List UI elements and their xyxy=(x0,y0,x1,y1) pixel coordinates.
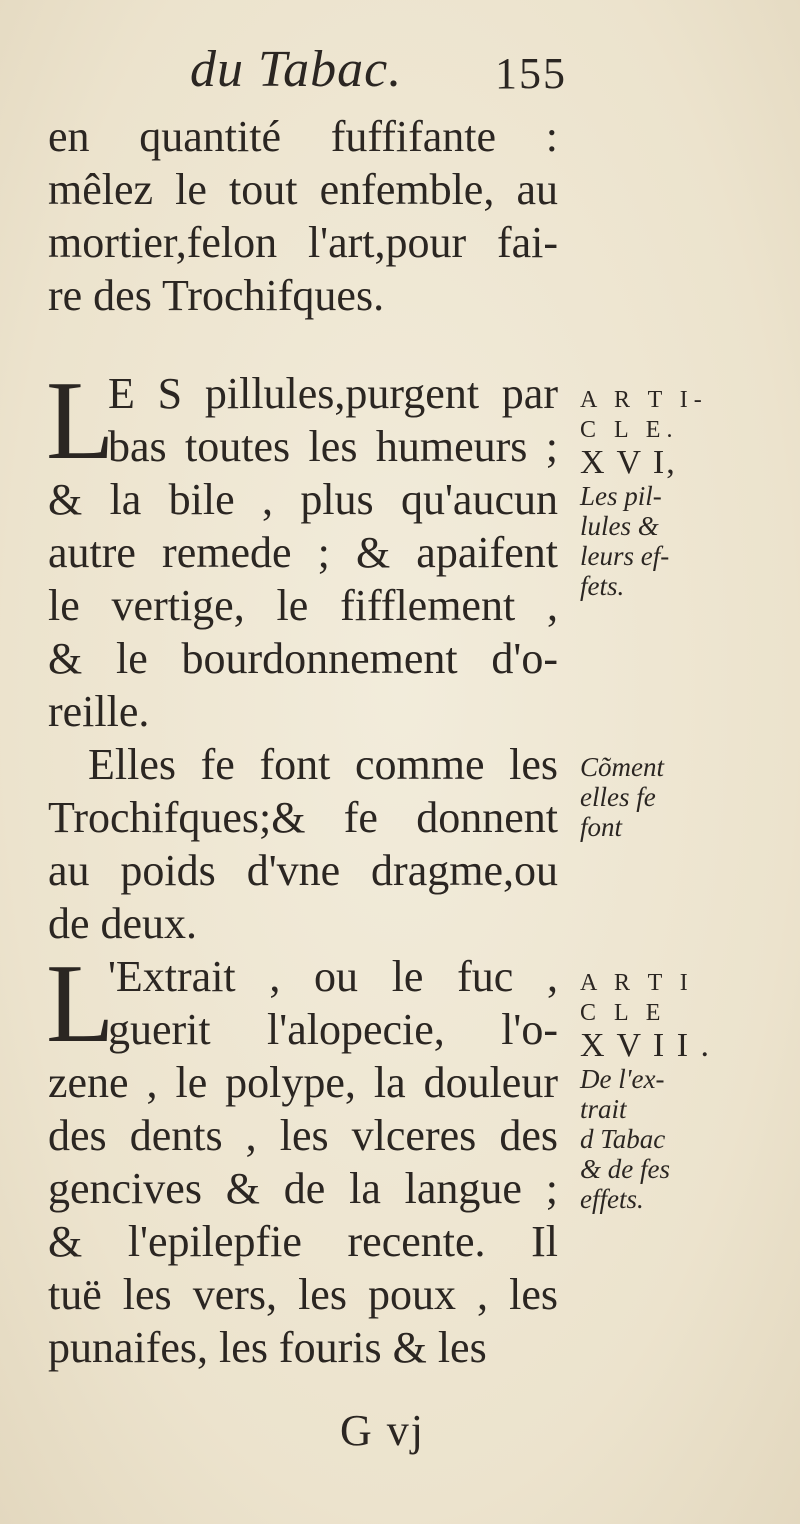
article-number: X V I I . xyxy=(580,1027,712,1064)
margin-note-line: & de fes xyxy=(580,1154,670,1184)
margin-note-line: De l'ex- xyxy=(580,1064,665,1094)
margin-heading-article-16 xyxy=(580,385,730,601)
text-line: tuë les vers, les poux , les xyxy=(48,1270,558,1319)
margin-note-line: Les pil- xyxy=(580,481,662,511)
article-label: A R T I- xyxy=(580,387,708,413)
margin-note-line: Cõment xyxy=(580,752,664,782)
text-line: & la bile , plus qu'aucun xyxy=(48,475,558,524)
margin-note-line: elles fe xyxy=(580,782,656,812)
text-line: mêlez le tout enfemble, au xyxy=(48,165,558,214)
text-line: autre remede ; & apaifent xyxy=(48,528,558,577)
text-line: des dents , les vlceres des xyxy=(48,1111,558,1160)
running-title: du Tabac. xyxy=(190,41,403,98)
article-16-paragraph-2 xyxy=(48,738,558,950)
text-line: E S pillules,purgent par xyxy=(108,369,558,418)
article-label: A R T I xyxy=(580,970,694,996)
signature-mark: G vj xyxy=(340,1406,425,1455)
margin-note-preparation xyxy=(580,752,730,842)
text-line: & le bourdonnement d'o- xyxy=(48,634,558,683)
margin-note-line: trait xyxy=(580,1094,627,1124)
article-number: X V I, xyxy=(580,444,677,481)
margin-note-line: effets. xyxy=(580,1184,644,1214)
text-line: Trochifques;& fe donnent xyxy=(48,793,558,842)
text-line: reille. xyxy=(48,687,150,736)
margin-note-line: d Tabac xyxy=(580,1124,666,1154)
drop-cap: L xyxy=(46,942,115,1066)
text-line: guerit l'alopecie, l'o- xyxy=(108,1005,558,1054)
margin-note-line: leurs ef- xyxy=(580,541,670,571)
margin-heading-article-17 xyxy=(580,968,730,1214)
text-line: en quantité fuffifante : xyxy=(48,112,558,161)
text-line: & l'epilepfie recente. Il xyxy=(48,1217,558,1266)
margin-note-line: fets. xyxy=(580,571,625,601)
text-line: mortier,felon l'art,pour fai- xyxy=(48,218,558,267)
article-label: C L E xyxy=(580,1000,667,1026)
text-line: le vertige, le fifflement , xyxy=(48,581,558,630)
text-line: punaifes, les fouris & les xyxy=(48,1323,487,1372)
drop-cap: L xyxy=(46,359,115,483)
text-line: Elles fe font comme les xyxy=(88,740,558,789)
article-16-paragraph xyxy=(46,359,558,738)
intro-paragraph xyxy=(48,110,558,322)
text-line: re des Trochifques. xyxy=(48,271,385,320)
article-label: C L E. xyxy=(580,417,679,443)
text-line: 'Extrait , ou le fuc , xyxy=(108,952,558,1001)
margin-note-line: lules & xyxy=(580,511,659,541)
text-line: zene , le polype, la douleur xyxy=(48,1058,558,1107)
text-line: au poids d'vne dragme,ou xyxy=(48,846,558,895)
page-header xyxy=(50,40,570,110)
page-number: 155 xyxy=(495,49,567,98)
margin-note-line: font xyxy=(580,812,623,842)
text-line: bas toutes les humeurs ; xyxy=(108,422,558,471)
article-17-paragraph xyxy=(46,942,558,1374)
text-line: gencives & de la langue ; xyxy=(48,1164,558,1213)
text-line: de deux. xyxy=(48,899,198,948)
